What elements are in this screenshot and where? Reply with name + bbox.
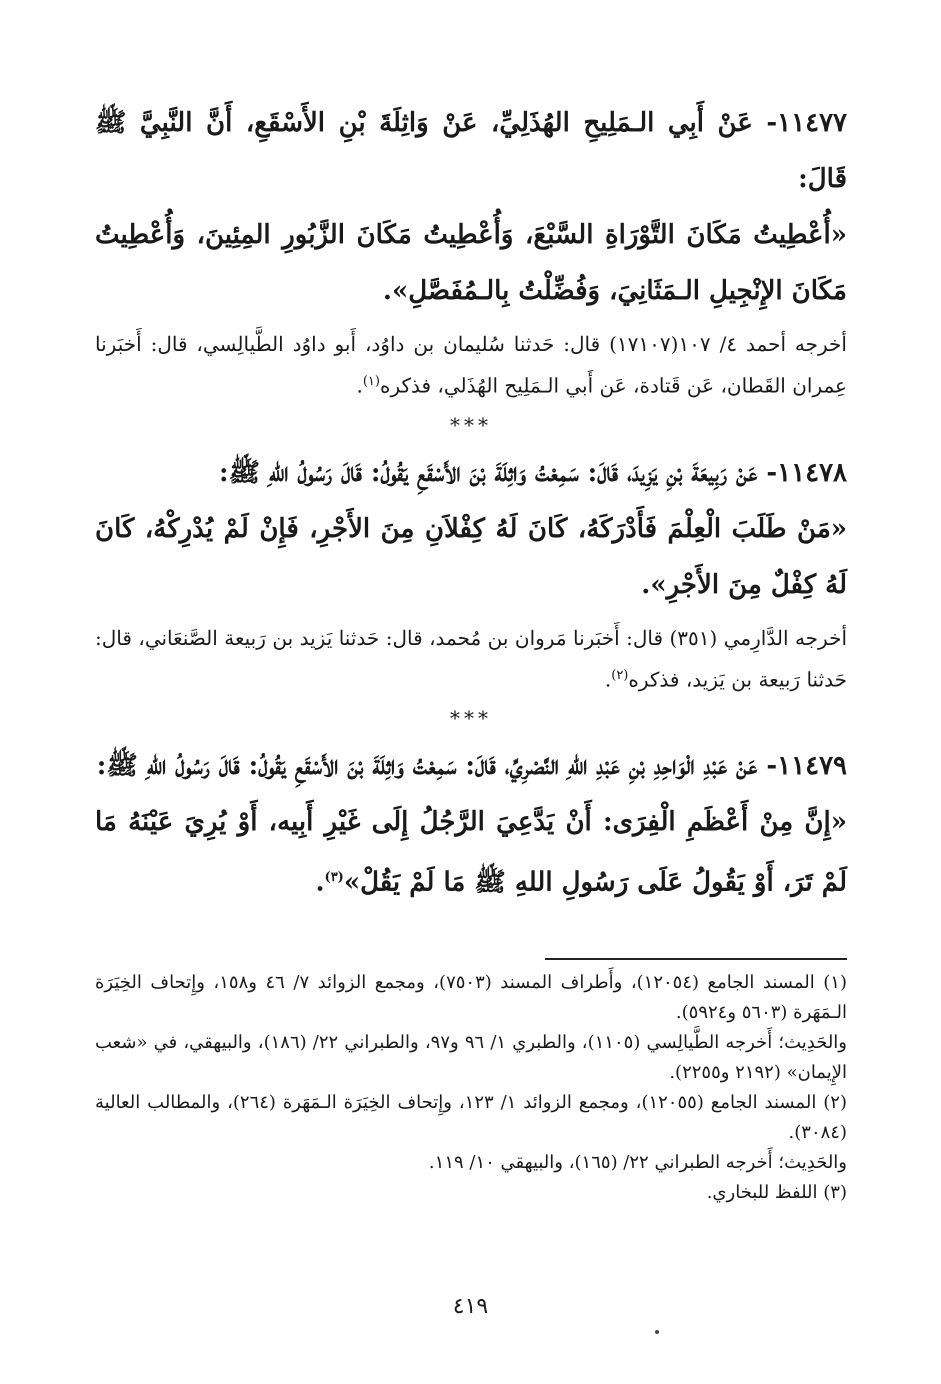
hadith-block xyxy=(95,445,847,699)
hadith-matn-body: «إِنَّ مِنْ أَعْظَمِ الْفِرَى: أَنْ يَدَّعِيَ الرَّجُلُ إِلَى غَيْرِ أَبِيه، أَوْ يُرِيَ عَيْنَهُ مَا لَمْ تَرَ، أَوْ يَقُولُ عَلَى رَسُولِ اللهِ ﷺ مَا لَمْ يَقُلْ» xyxy=(95,807,847,898)
footnote-1-continued: والحَدِيث؛ أَخرجه الطَّيالِسي (١١٠٥)، والطبري ١/ ٩٦ و٩٧، والطبراني ٢٢/ (١٨٦)، والبيهقي، في «شعب الإِيمان» (٢١٩٢ و٢٢٥٥). xyxy=(95,1032,847,1083)
footnote-1: (١) المسند الجامع (١٢٠٥٤)، وأَطراف المسند (٧٥٠٣)، ومجمع الزوائد ٧/ ٤٦ و١٥٨، وإِتحاف الخِيَرَة الـمَهَرة (٥٦٠٣ و٥٩٢٤). xyxy=(95,972,847,1023)
footnote-2-continued: والحَدِيث؛ أَخرجه الطبراني ٢٢/ (١٦٥)، والبيهقي ١٠/ ١١٩. xyxy=(428,1152,847,1173)
footnote-2: (٢) المسند الجامع (١٢٠٥٥)، ومجمع الزوائد ١/ ١٢٣، وإِتحاف الخِيَرَة الـمَهَرة (٢٦٤)، والمطالب العالية (٣٠٨٤). xyxy=(95,1092,847,1143)
hadith-block xyxy=(95,738,847,911)
takhrij-text: أخرجه أحمد ٤/ ١٠٧(١٧١٠٧) قال: حَدثنا سُليمان بن داوُد، أَبو داوُد الطَّيالِسي، قال: أَخبَرنا عِمران القَطان، عَن قَتادة، عَن أَبي الـمَلِيح الهُذَلي، فذكره$^{(١)}$. xyxy=(95,332,847,398)
footnote-divider xyxy=(545,958,847,960)
footnotes xyxy=(95,968,847,1208)
page-speck xyxy=(655,1330,659,1334)
hadith-heading: ١١٤٧٨- عَنْ رَبِيعَةَ بْنِ يَزِيدَ، قَالَ: سَمِعْتُ وَاثِلَةَ بْنَ الأَسْقَعِ يَقُولُ: قَالَ رَسُولُ اللهِ ﷺ: xyxy=(219,457,847,488)
footnote-ref: (٣) xyxy=(324,870,344,886)
footnote-3: (٣) اللفظ للبخاري. xyxy=(706,1182,847,1203)
hadith-text: «مَنْ طَلَبَ الْعِلْمَ فَأَدْرَكَهُ، كَانَ لَهُ كِفْلاَنِ مِنَ الأَجْرِ، فَإِنْ لَمْ يُدْرِكْهُ، كَانَ لَهُ كِفْلٌ مِنَ الأَجْرِ». xyxy=(95,513,847,600)
section-separator: *** xyxy=(450,412,492,437)
takhrij-text: أخرجه الدَّارِمي (٣٥١) قال: أَخبَرنا مَروان بن مُحمد، قال: حَدثنا يَزيد بن رَبيعة الصَّنعَاني، قال: حَدثنا رَبيعة بن يَزيد، فذكره$^{(٢)}$. xyxy=(95,625,847,692)
takhrij-body: أخرجه أحمد ٤/ ١٠٧(١٧١٠٧) قال: حَدثنا سُليمان بن داوُد، أَبو داوُد الطَّيالِسي، قال: أَخبَرنا عِمران القَطان، عَن قَتادة، عَن أَبي الـمَلِيح الهُذَلي، فذكره xyxy=(95,332,847,398)
section-separator: *** xyxy=(450,706,492,731)
hadith-heading: ١١٤٧٧- عَنْ أَبِي الـمَلِيحِ الهُذَلِيِّ، عَنْ وَاثِلَةَ بْنِ الأَسْقَعِ، أَنَّ النَّبِيَّ ﷺ قَالَ: xyxy=(95,108,847,194)
page-body xyxy=(95,95,847,911)
footnote-ref: (٢) xyxy=(611,667,629,683)
hadith-heading: ١١٤٧٩- عَنْ عَبْدِ الْوَاحِدِ بْنِ عَبْدِ اللهِ النَّصْرِيِّ، قَالَ: سَمِعْتُ وَاثِلَةَ بْنَ الأَسْقَعِ يَقُولُ: قَالَ رَسُولُ اللهِ ﷺ: xyxy=(96,751,847,782)
hadith-text: «أُعْطِيتُ مَكَانَ التَّوْرَاةِ السَّبْعَ، وَأُعْطِيتُ مَكَانَ الزَّبُورِ المِئِينَ، وَأُعْطِيتُ مَكَانَ الإِنْجِيلِ الـمَثَانِيَ، وَفُضِّلْتُ بِالـمُفَصَّلِ». xyxy=(95,220,847,306)
page-number: ٤١٩ xyxy=(452,1294,489,1319)
hadith-block xyxy=(95,95,847,405)
footnote-ref: (١) xyxy=(362,374,380,389)
takhrij-body: أخرجه الدَّارِمي (٣٥١) قال: أَخبَرنا مَروان بن مُحمد، قال: حَدثنا يَزيد بن رَبيعة الصَّنعَاني، قال: حَدثنا رَبيعة بن يَزيد، فذكره xyxy=(95,625,847,692)
hadith-text: «إِنَّ مِنْ أَعْظَمِ الْفِرَى: أَنْ يَدَّعِيَ الرَّجُلُ إِلَى غَيْرِ أَبِيه، أَوْ يُرِيَ عَيْنَهُ مَا لَمْ تَرَ، أَوْ يَقُولُ عَلَى رَسُولِ اللهِ ﷺ مَا لَمْ يَقُلْ»$^{(٣)}$. xyxy=(95,807,847,898)
